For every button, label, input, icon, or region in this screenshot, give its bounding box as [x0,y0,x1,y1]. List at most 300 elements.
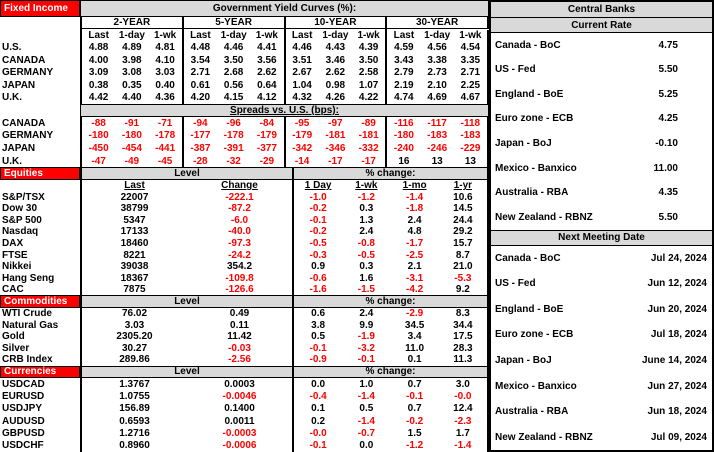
yield-value: 4.26 [325,92,346,104]
spread-value: -346 [325,142,346,154]
yield-value: 3.09 [88,67,109,79]
level-cells [80,249,292,261]
yield-subheader: 1-wk [454,30,489,41]
commodities-table-body [0,308,489,366]
level-cells [80,331,292,343]
equities-level-columns [80,180,292,192]
spread-group-30yr [385,155,489,168]
pct-1yr: 11.3 [453,354,473,366]
last-value: 38799 [120,203,149,215]
index-label: Nikkei [2,261,32,273]
pct-1wk: 0.0 [359,440,374,452]
level-cells [80,192,292,204]
last-value: 39038 [120,261,149,273]
spread-value: -179 [256,130,277,142]
yield-group-10yr [284,41,386,54]
equity-row [0,272,489,284]
commodities-level-header: Level [80,295,292,307]
last-value: 5347 [123,214,146,226]
yield-row [0,54,489,67]
equity-row [0,226,489,238]
yield-value: 4.54 [460,42,481,54]
change-value: -2.56 [228,354,251,366]
pct-1mo: -1.8 [406,203,424,215]
spread-value: -29 [259,155,275,167]
level-cells [80,238,292,250]
spread-value: -118 [460,117,481,129]
pct-1mo: -0.1 [406,391,424,402]
spreads-title-band [80,104,489,117]
pct-1day: 0.2 [311,415,326,427]
spread-row [0,129,489,142]
yield-value: 4.88 [88,42,109,54]
currency-pair-label: USDJPY [2,403,43,415]
equities-level-header: Level [80,167,292,179]
spread-group-5yr [182,117,284,130]
pct-cells [292,203,489,215]
bank-label: New Zealand - RBNZ [495,211,593,223]
meeting-date: Jul 18, 2024 [650,329,707,341]
yield-value: 2.58 [358,67,379,79]
pct-1yr: 14.5 [453,203,473,215]
column-last: Last [124,180,145,192]
rate-value: 4.25 [658,113,678,125]
pct-cells [292,284,489,296]
yield-group-5yr [182,41,284,54]
currency-pair-label: USDCHF [2,440,44,452]
pct-1wk: 1.6 [359,272,374,284]
bank-label: Mexico - Banxico [495,380,577,392]
yield-value: 1.04 [292,79,312,91]
yield-value: 3.08 [122,67,142,79]
yield-group-10yr [284,66,386,79]
spread-value: -178 [223,130,244,142]
level-cells [80,284,292,296]
pct-1wk: 1.3 [359,214,374,226]
spread-value: -116 [394,117,414,129]
spread-row [0,117,489,130]
pct-1wk: 1.0 [359,378,374,390]
spread-value: -28 [193,155,208,167]
equity-row [0,284,489,296]
meeting-row [491,246,712,272]
pct-1mo: 1.5 [407,427,422,439]
pct-cells [292,403,489,415]
yield-group-2yr [80,41,182,54]
section-header-equities: Equities [0,167,80,179]
pct-1day: 0.5 [311,331,326,343]
pct-1yr: 9.2 [455,284,470,296]
level-cells [80,272,292,284]
pct-1mo: 2.4 [407,214,422,226]
spread-value: -441 [155,142,176,154]
meeting-row [491,297,712,323]
yield-value: 3.51 [292,54,312,66]
spread-value: -180 [88,130,109,142]
year-group-header: 5-YEAR [182,17,284,30]
pct-1wk: 2.4 [359,226,374,238]
rate-row [491,131,712,156]
pct-1day: -0.2 [309,203,327,215]
currency-row [0,415,489,427]
equity-row [0,261,489,273]
yield-value: 4.69 [427,92,447,104]
pct-1mo: -2.5 [406,249,424,261]
yield-row [0,66,489,79]
meeting-date: Jul 09, 2024 [650,431,707,443]
spread-group-10yr [284,142,386,155]
spread-value: -240 [393,142,414,154]
yield-subheader: Last [80,29,115,41]
yield-value: 3.03 [155,67,175,79]
central-banks-title: Central Banks [491,2,712,18]
spread-value: -32 [226,155,241,167]
level-cells [80,440,292,452]
change-value: 0.49 [229,308,250,320]
level-cells [80,308,292,320]
change-value: -87.2 [228,203,251,215]
yield-value: 4.48 [190,42,211,54]
yield-group-10yr [284,54,386,67]
yield-value: 4.59 [394,42,414,54]
bank-label: US - Fed [495,278,536,290]
yield-group-10yr [284,79,386,92]
meeting-date: Jun 27, 2024 [647,380,707,392]
spread-group-2yr [80,142,182,155]
spread-group-10yr [284,129,386,142]
pct-cells [292,308,489,320]
yield-value: 3.56 [257,54,277,66]
pct-1mo: -1.7 [406,237,424,249]
label-spacer [0,180,80,192]
change-value: 354.2 [226,261,253,273]
current-rates-list [491,33,712,230]
spread-group-10yr [284,155,386,168]
section-header-commodities: Commodities [0,295,80,307]
pct-1day: 0.0 [311,378,326,390]
pct-1wk: 0.5 [359,403,374,415]
spread-value: -180 [121,130,142,142]
pct-1wk: -1.2 [357,191,375,203]
spread-value: -183 [460,130,481,142]
spread-table-body [0,117,489,168]
section-header-currencies: Currencies [0,366,80,378]
index-label: S&P/TSX [2,191,45,203]
spread-value: -71 [157,117,173,129]
equity-row [0,215,489,227]
yield-group-2yr [80,66,182,79]
pct-1yr: -1.4 [454,440,472,452]
yield-value: 2.25 [460,79,481,91]
pct-1yr: 8.7 [455,249,470,261]
country-label: CANADA [2,54,46,66]
spread-group-2yr [80,129,182,142]
level-cells [80,415,292,427]
yield-value: 4.74 [394,92,414,104]
pct-1yr: 17.5 [453,331,473,343]
pct-1day: -1.0 [309,191,327,203]
pct-1mo: 0.7 [407,403,422,415]
yield-group-30yr [385,92,489,105]
yield-value: 3.50 [358,54,379,66]
spread-value: -332 [358,142,379,154]
country-label: GERMANY [2,130,54,142]
rate-value: 5.50 [658,211,678,223]
yield-value: 2.62 [325,67,346,79]
pct-cells [292,331,489,343]
level-cells [80,427,292,439]
change-value: -0.03 [228,342,251,354]
fixed-income-header-row [0,0,489,17]
year-group-header: 30-YEAR [385,17,489,30]
equities-column-header-row [0,180,489,192]
bank-label: Euro zone - ECB [495,113,574,125]
level-cells [80,390,292,402]
yield-value: 0.98 [325,79,346,91]
pct-1wk: 0.3 [359,261,374,273]
yield-value: 2.79 [394,67,414,79]
pct-cells [292,390,489,402]
equities-pct-columns [292,180,489,192]
yield-value: 4.67 [460,92,481,104]
bank-label: Australia - RBA [495,406,569,418]
pct-1mo: 3.4 [407,331,422,343]
equity-row [0,238,489,250]
pct-1day: -0.6 [309,272,327,284]
rate-value: 4.35 [658,187,678,199]
year-group-header: 10-YEAR [284,17,386,30]
bank-label: England - BoE [495,88,564,100]
yield-value: 3.54 [190,54,211,66]
meeting-date: Jun 12, 2024 [647,278,707,290]
level-cells [80,378,292,390]
index-label: Hang Seng [2,272,55,284]
pct-cells [292,319,489,331]
rate-value: 5.25 [658,88,678,100]
yield-subheader: Last [385,29,420,41]
spread-value: -179 [292,130,313,142]
last-value: 8221 [123,249,146,261]
pct-1yr: -5.3 [454,272,472,284]
country-label: JAPAN [2,142,36,154]
pct-1mo: 34.5 [404,319,425,331]
spread-value: -229 [460,142,481,154]
pct-1mo: -4.2 [406,284,424,296]
pct-1mo: -1.2 [406,440,424,452]
equities-band-row [0,167,489,179]
yield-value: 2.67 [292,67,312,79]
spread-value: -84 [259,117,275,129]
next-meetings-list [491,246,712,450]
pct-1wk: 9.9 [359,319,374,331]
pct-1yr: -0.0 [454,391,472,402]
level-cells [80,261,292,273]
meeting-row [491,399,712,425]
spread-value: -181 [358,130,379,142]
meeting-date: Jul 24, 2024 [650,252,707,264]
pct-1day: -0.1 [309,440,327,452]
pct-1yr: 15.7 [453,237,473,249]
country-label: JAPAN [2,79,36,91]
yield-value: 2.73 [427,67,447,79]
yield-subheader: Last [182,29,217,41]
index-label: CAC [2,284,24,296]
pct-1yr: -2.3 [454,415,472,427]
yield-group-2yr [80,79,182,92]
pct-1mo: -0.2 [406,415,424,427]
country-label: GERMANY [2,67,54,79]
bank-label: Australia - RBA [495,187,569,199]
yield-value: 3.46 [325,54,346,66]
bank-label: Euro zone - ECB [495,329,574,341]
yield-value: 3.35 [460,54,481,66]
pct-1wk: -1.9 [357,331,375,343]
change-value: 0.11 [230,319,249,331]
yield-value: 0.56 [223,79,244,91]
pct-1day: -0.1 [309,342,327,354]
pct-1day: -0.2 [309,226,327,238]
yield-value: 4.00 [88,54,109,66]
currency-row [0,427,489,439]
pct-1yr: 8.3 [455,308,470,320]
bank-label: Japan - BoJ [495,355,552,367]
column-1yr: 1-yr [453,180,473,192]
currencies-level-header: Level [80,366,292,378]
yield-value: 4.10 [155,54,175,66]
next-meeting-header: Next Meeting Date [491,230,712,246]
last-value: 2305.20 [116,331,153,343]
yield-value: 4.22 [358,92,379,104]
pct-cells [292,427,489,439]
commodity-label: WTI Crude [2,308,52,320]
spread-value: -17 [361,155,376,167]
yield-value: 1.07 [358,79,379,91]
currency-row [0,378,489,390]
pct-1mo: 2.1 [407,261,422,273]
commodity-label: Silver [2,342,30,354]
rate-row [491,107,712,132]
column-change: Change [221,180,258,192]
spread-value: -95 [294,117,310,129]
yield-value: 0.64 [257,79,277,91]
level-cells [80,203,292,215]
spread-value: -89 [361,117,376,129]
column-1mo: 1-mo [402,180,427,192]
pct-1mo: 0.7 [407,378,422,390]
rate-value: 5.50 [658,64,678,76]
meeting-row [491,322,712,348]
pct-1yr: 29.2 [453,226,473,238]
change-value: -222.1 [225,191,254,203]
yield-group-30yr [385,41,489,54]
bank-label: Canada - BoC [495,252,561,264]
current-rate-header: Current Rate [491,18,712,33]
spread-value: -47 [91,155,106,167]
spread-value: -183 [427,130,448,142]
pct-1wk: -0.1 [357,354,375,366]
yield-group-5yr [182,54,284,67]
last-value: 1.2716 [119,427,150,439]
spread-value: 13 [464,155,476,167]
column-1day: 1 Day [304,180,332,192]
spread-value: -178 [155,130,176,142]
index-label: FTSE [2,249,28,261]
yield-value: 4.46 [223,42,244,54]
last-value: 18460 [120,237,149,249]
index-label: Nasdaq [2,226,39,238]
country-label: U.K. [2,155,22,167]
pct-1yr: 28.3 [453,342,473,354]
commodity-row [0,331,489,343]
column-1wk: 1-wk [355,180,378,192]
meeting-row [491,271,712,297]
pct-1day: -1.6 [309,284,327,296]
currencies-pct-header: % change: [292,366,489,378]
pct-1mo: 4.8 [407,226,422,238]
commodity-row [0,308,489,320]
last-value: 76.02 [121,308,148,320]
pct-cells [292,415,489,427]
spread-value: -88 [91,117,106,129]
currency-row [0,403,489,415]
yield-value: 2.19 [394,79,414,91]
pct-cells [292,272,489,284]
yield-subheader-row [0,29,489,41]
pct-1wk: -0.7 [357,427,375,439]
last-value: 30.27 [121,342,148,354]
equities-table-body [0,192,489,296]
commodity-label: CRB Index [2,354,53,366]
spread-value: -94 [193,117,208,129]
pct-cells [292,440,489,452]
spread-group-30yr [385,117,489,130]
pct-1wk: -3.2 [357,342,375,354]
yield-value: 4.15 [223,92,244,104]
yield-value: 3.50 [223,54,244,66]
spread-value: -450 [88,142,109,154]
change-value: -97.3 [228,237,251,249]
bank-label: England - BoE [495,303,564,315]
equity-row [0,192,489,204]
equities-pct-header: % change: [292,167,489,179]
year-group-header-row [0,17,489,30]
yield-value: 4.36 [155,92,175,104]
rate-row [491,205,712,230]
pct-1yr: 3.0 [455,378,470,390]
yield-value: 3.43 [394,54,414,66]
bank-label: US - Fed [495,64,536,76]
pct-cells [292,215,489,227]
pct-1wk: -1.4 [357,415,375,427]
yield-group-10yr [284,92,386,105]
index-label: S&P 500 [2,214,42,226]
pct-1yr: 12.4 [453,403,473,415]
meeting-row [491,373,712,399]
commodity-row [0,343,489,355]
yield-value: 4.89 [122,42,142,54]
pct-1wk: 0.3 [359,203,374,215]
bank-label: Japan - BoJ [495,138,552,150]
yield-row [0,79,489,92]
spread-value: -177 [190,130,211,142]
currencies-band-row [0,366,489,378]
pct-1day: 0.1 [311,403,326,415]
bank-label: New Zealand - RBNZ [495,431,593,443]
change-value: 0.1400 [224,403,255,415]
spread-value: -17 [328,155,343,167]
yield-group-30yr [385,54,489,67]
pct-1mo: 11.0 [405,342,425,354]
